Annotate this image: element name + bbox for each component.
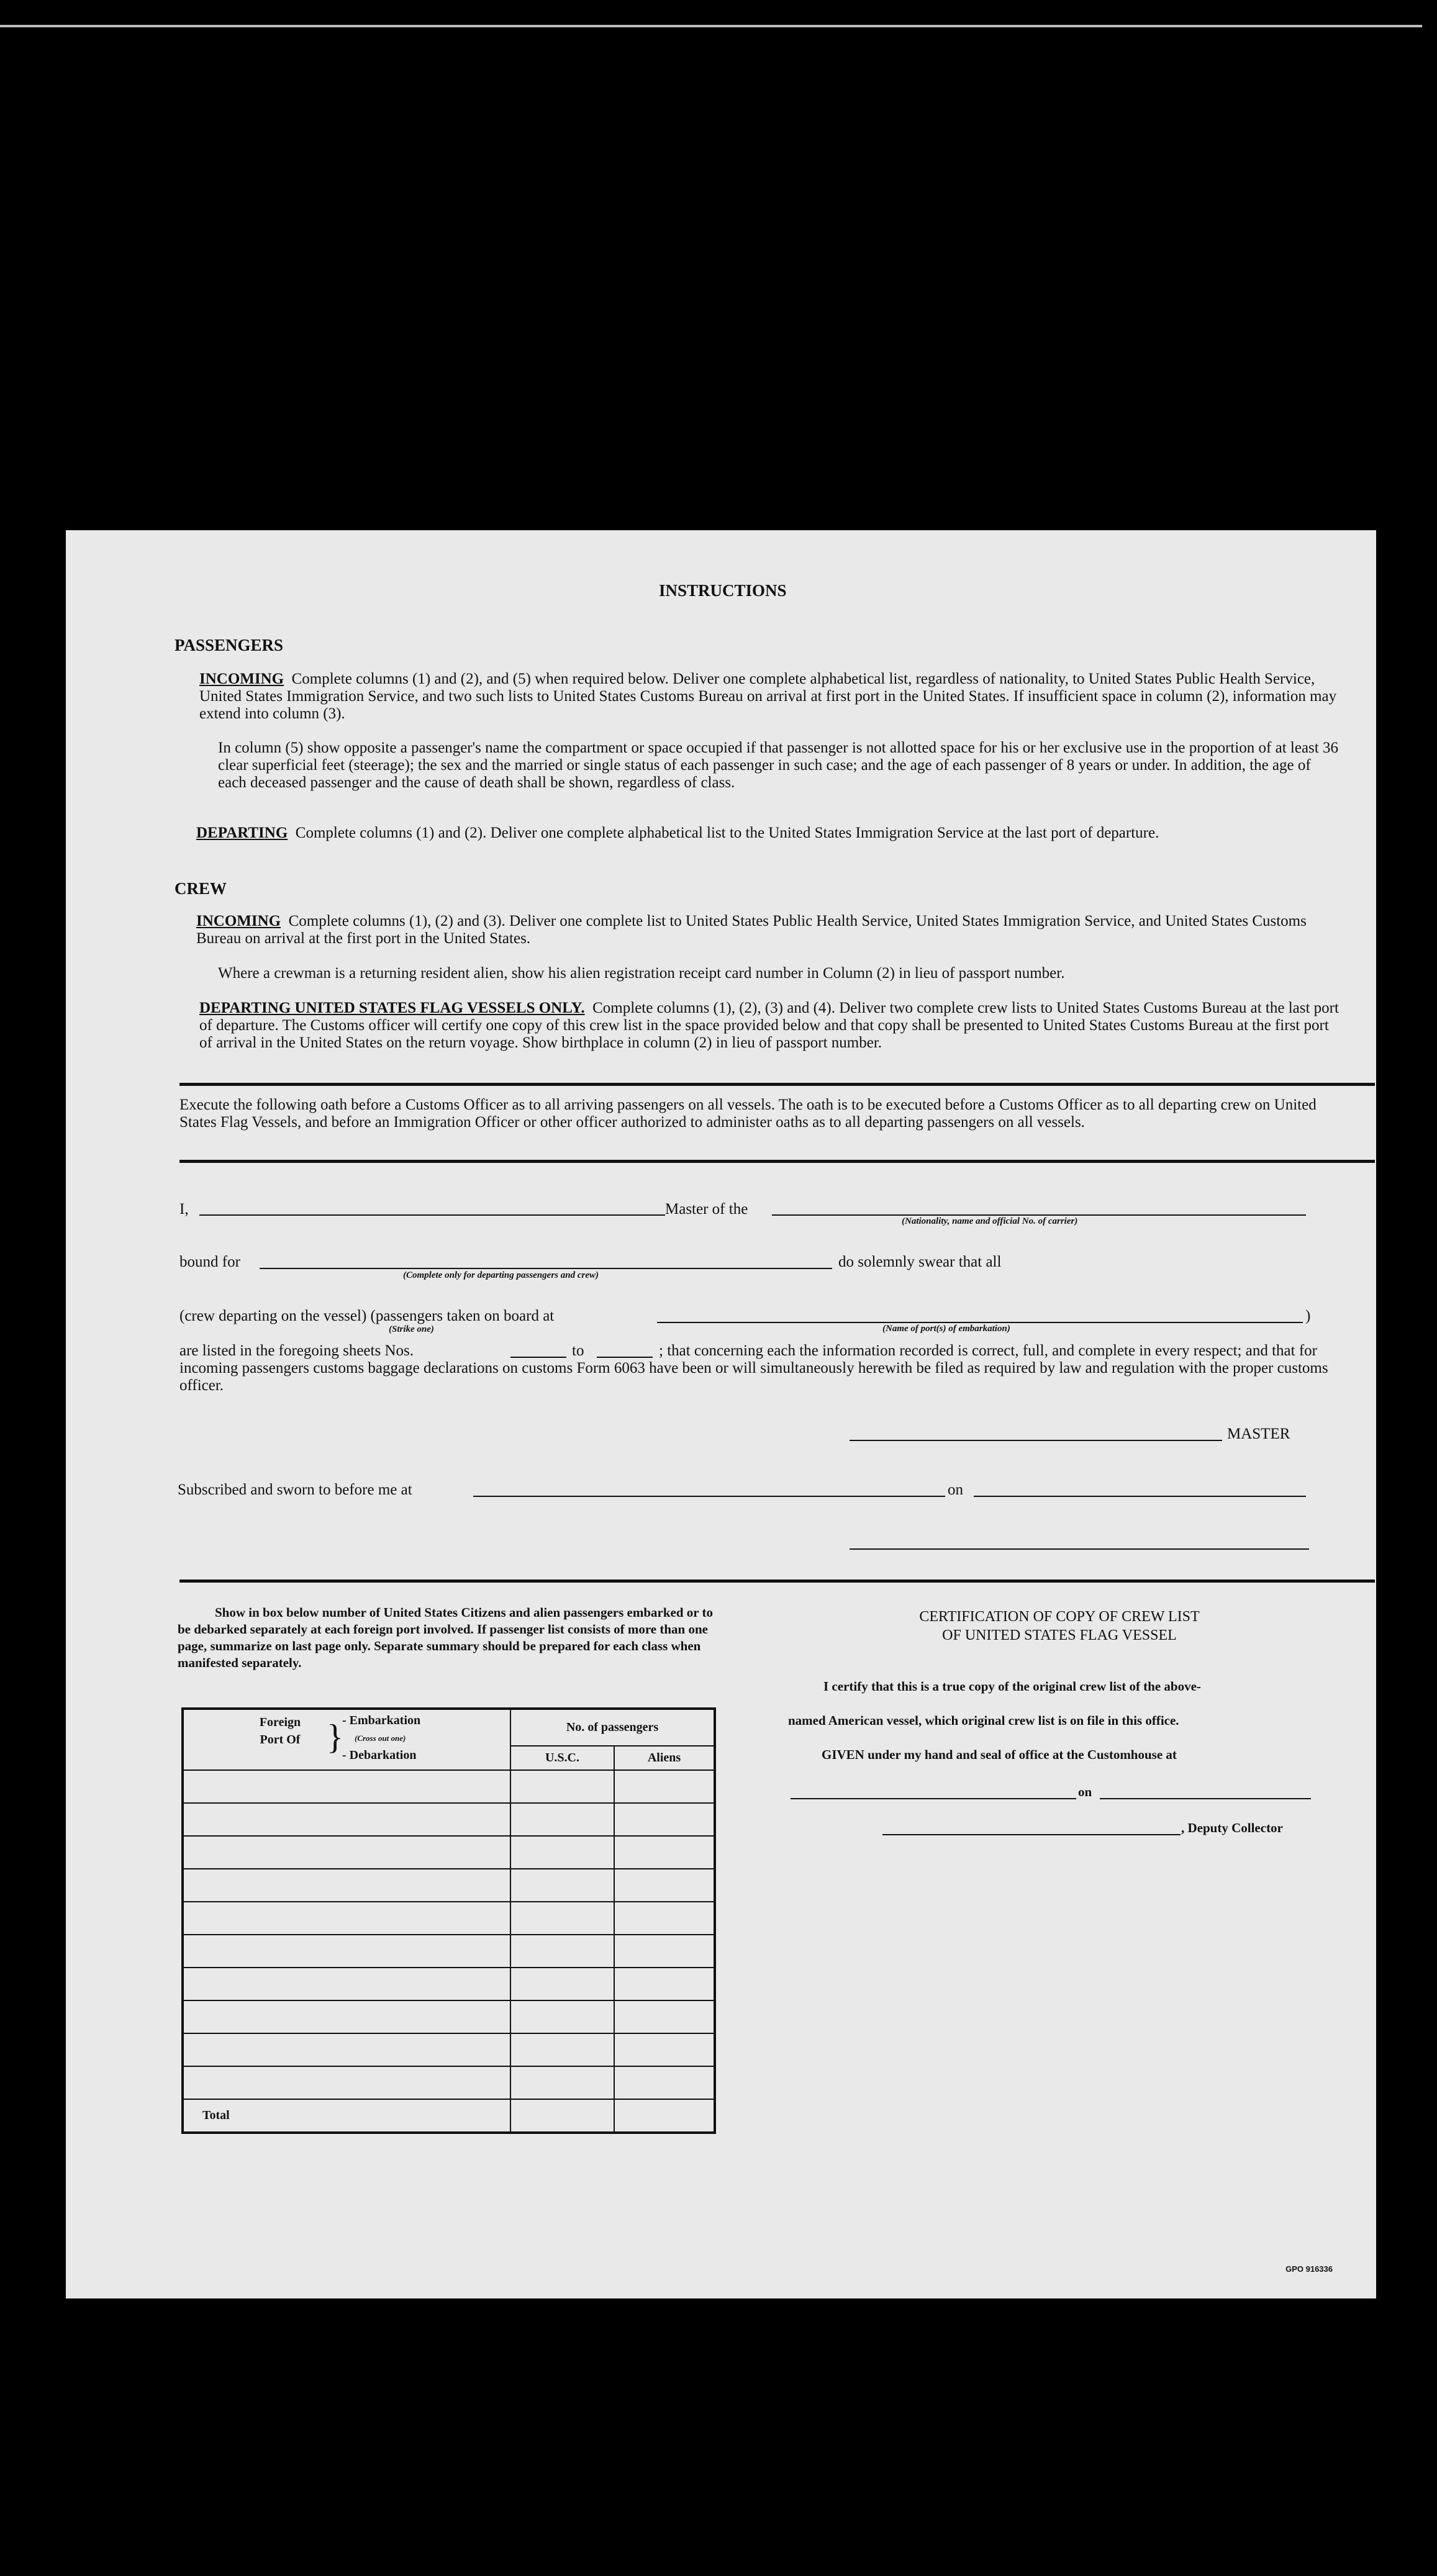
port-cell[interactable] — [183, 1803, 510, 1836]
divider-2 — [179, 1160, 1375, 1163]
carrier-field[interactable] — [772, 1214, 1306, 1216]
form-page — [66, 530, 1376, 2298]
usc-cell[interactable] — [510, 1935, 614, 1968]
oath-i-label: I, — [179, 1201, 189, 1218]
port-embarkation-field[interactable] — [657, 1322, 1303, 1323]
port-header-cell — [183, 1709, 510, 1770]
crew-departing-label-oath: (crew departing on the vessel) (passengers taken on board at — [179, 1308, 555, 1324]
table-row — [183, 2000, 715, 2033]
embarkation-label: - Embarkation — [342, 1714, 421, 1727]
port-caption: (Name of port(s) of embarkation) — [882, 1324, 1010, 1334]
usc-cell[interactable] — [510, 1803, 614, 1836]
total-aliens-cell[interactable] — [614, 2099, 715, 2133]
port-cell[interactable] — [183, 1902, 510, 1935]
usc-cell[interactable] — [510, 2000, 614, 2033]
port-cell[interactable] — [183, 1935, 510, 1968]
bound-for-caption: (Complete only for departing passengers and crew) — [403, 1270, 599, 1280]
passengers-incoming — [199, 671, 1342, 723]
close-paren: ) — [1305, 1308, 1311, 1324]
table-row — [183, 1968, 715, 2000]
subscribed-on-label: on — [948, 1481, 963, 1498]
table-row — [183, 1803, 715, 1836]
total-usc-cell[interactable] — [510, 2099, 614, 2133]
passenger-summary-table — [181, 1707, 716, 2134]
subscribed-date-field[interactable] — [974, 1496, 1306, 1497]
aliens-cell[interactable] — [614, 1935, 715, 1968]
crew-departing — [199, 1000, 1342, 1052]
aliens-cell[interactable] — [614, 1803, 715, 1836]
usc-cell[interactable] — [510, 2033, 614, 2066]
passengers-column5-text: In column (5) show opposite a passenger's name the compartment or space occupied if that passenger is not allotted space for his or her exclusive use in the proportion of at least 36 clear superficial feet (steerage); the sex and the married or single status of each passenger in such case; and the age of each passenger of 8 years or under. In addition, the age of each deceased passenger and the cause of death shall be shown, regardless of class. — [218, 739, 1338, 791]
port-cell[interactable] — [183, 2066, 510, 2099]
master-of-label: Master of the — [665, 1201, 748, 1218]
aliens-cell[interactable] — [614, 1836, 715, 1869]
certification-title-line1: CERTIFICATION OF COPY OF CREW LIST — [919, 1609, 1200, 1625]
port-cell[interactable] — [183, 2000, 510, 2033]
subscribed-place-field[interactable] — [473, 1496, 945, 1497]
passengers-incoming-text: Complete columns (1) and (2), and (5) when required below. Deliver one complete alphabetical list, regardless of nationality, to United States Public Health Service, United States Immigration Service, and two such lists to United States Customs Bureau on arrival at first port in the United States. If insufficient space in column (2), information may extend into column (3). — [199, 671, 1337, 722]
passengers-departing-label: DEPARTING — [196, 825, 288, 841]
page-title: INSTRUCTIONS — [659, 581, 787, 600]
subscribed-label: Subscribed and sworn to before me at — [178, 1481, 412, 1498]
usc-cell[interactable] — [510, 1869, 614, 1902]
crew-incoming-label: INCOMING — [196, 913, 281, 929]
listed-rest-text: ; that concerning each the information recorded is correct, full, and complete in every respect; and that for incoming passengers customs baggage declarations on customs Form 6063 have been or will simultaneously herewith be filed as required by law and regulation with the proper customs officer. — [179, 1342, 1328, 1394]
aliens-cell[interactable] — [614, 1770, 715, 1803]
aliens-cell[interactable] — [614, 2033, 715, 2066]
customhouse-field[interactable] — [791, 1798, 1076, 1799]
port-cell[interactable] — [183, 1836, 510, 1869]
passengers-departing — [196, 825, 1342, 842]
debarkation-label: - Debarkation — [342, 1748, 417, 1762]
total-row — [183, 2099, 715, 2133]
certification-line3: GIVEN under my hand and seal of office at the Customhouse at — [822, 1747, 1177, 1762]
total-label: Total — [183, 2099, 510, 2133]
master-signature-field[interactable] — [850, 1440, 1222, 1441]
swear-label: do solemnly swear that all — [838, 1254, 1002, 1270]
passengers-heading: PASSENGERS — [175, 636, 284, 654]
master-label: MASTER — [1227, 1426, 1290, 1442]
usc-cell[interactable] — [510, 1968, 614, 2000]
certification-line1: I certify that this is a true copy of the original crew list of the above- — [823, 1679, 1201, 1694]
listed-in-label: are listed in the foregoing sheets Nos. — [179, 1342, 414, 1359]
certification-date-field[interactable] — [1100, 1798, 1311, 1799]
crew-incoming-text: Complete columns (1), (2) and (3). Deliver one complete list to United States Public Health Service, United States Immigration Service, and United States Customs Bureau on arrival at the first port in the United States. — [196, 913, 1307, 947]
strike-one-caption: (Strike one) — [389, 1324, 434, 1334]
deputy-signature-field[interactable] — [882, 1834, 1181, 1835]
master-name-field[interactable] — [199, 1214, 665, 1216]
no-passengers-header: No. of passengers — [510, 1709, 715, 1746]
aliens-cell[interactable] — [614, 1968, 715, 2000]
usc-cell[interactable] — [510, 1902, 614, 1935]
aliens-header: Aliens — [614, 1746, 715, 1770]
aliens-cell[interactable] — [614, 1869, 715, 1902]
gpo-footer: GPO 916336 — [1285, 2264, 1333, 2274]
nationality-caption: (Nationality, name and official No. of carrier) — [902, 1216, 1078, 1226]
brace-icon: } — [327, 1718, 343, 1756]
foreign-port-label: Foreign Port Of — [259, 1715, 301, 1747]
table-row — [183, 2066, 715, 2099]
divider-3 — [179, 1579, 1375, 1583]
oath-intro: Execute the following oath before a Customs Officer as to all arriving passengers on all vessels. The oath is to be executed before a Customs Officer as to all departing crew on United States Flag Vessels, and before an Immigration Officer or other officer authorized to administer oaths as to all departing passengers on all vessels. — [179, 1096, 1317, 1131]
usc-header: U.S.C. — [510, 1746, 614, 1770]
top-rule — [0, 25, 1422, 27]
usc-cell[interactable] — [510, 1836, 614, 1869]
table-row — [183, 1902, 715, 1935]
port-cell[interactable] — [183, 2033, 510, 2066]
crew-departing-text: Complete columns (1), (2), (3) and (4). Deliver two complete crew lists to United States Customs Bureau at the last port of departure. The Customs officer will certify one copy of this crew list in the space provided below and that copy shall be presented to United States Customs Bureau at the first port of arrival in the United States on the return voyage. Show birthplace in column (2) in lieu of passport number. — [199, 1000, 1339, 1051]
table-row — [183, 1836, 715, 1869]
certification-title-line2: OF UNITED STATES FLAG VESSEL — [942, 1627, 1177, 1643]
divider-1 — [179, 1083, 1375, 1086]
table-row — [183, 1770, 715, 1803]
cross-out-label: (Cross out one) — [355, 1733, 406, 1743]
crew-incoming — [196, 913, 1342, 947]
port-cell[interactable] — [183, 1770, 510, 1803]
port-cell[interactable] — [183, 1968, 510, 2000]
crew-heading: CREW — [175, 879, 227, 898]
crew-alien-text: Where a crewman is a returning resident alien, show his alien registration receipt card number in Column (2) in lieu of passport number. — [218, 965, 1065, 982]
deputy-collector-label: , Deputy Collector — [1181, 1820, 1283, 1835]
port-cell[interactable] — [183, 1869, 510, 1902]
table-row — [183, 1869, 715, 1902]
to-label: to — [572, 1342, 584, 1359]
bound-for-label: bound for — [179, 1254, 240, 1270]
crew-departing-label: DEPARTING UNITED STATES FLAG VESSELS ONLY. — [199, 1000, 585, 1016]
certification-on-label: on — [1078, 1784, 1092, 1799]
aliens-cell[interactable] — [614, 2066, 715, 2099]
aliens-cell[interactable] — [614, 2000, 715, 2033]
table-row — [183, 1935, 715, 1968]
passengers-departing-text: Complete columns (1) and (2). Deliver one complete alphabetical list to the United States Immigration Service at the last port of departure. — [295, 825, 1159, 841]
passengers-incoming-label: INCOMING — [199, 671, 284, 687]
bound-for-field[interactable] — [260, 1268, 832, 1269]
table-row — [183, 2033, 715, 2066]
certification-line2: named American vessel, which original crew list is on file in this office. — [788, 1713, 1179, 1728]
summary-text: Show in box below number of United States Citizens and alien passengers embarked or to be debarked separately at each foreign port involved. If passenger list consists of more than one page, summarize on last page only. Separate summary should be prepared for each class when manifested separately. — [178, 1605, 713, 1670]
usc-cell[interactable] — [510, 1770, 614, 1803]
aliens-cell[interactable] — [614, 1902, 715, 1935]
usc-cell[interactable] — [510, 2066, 614, 2099]
certification-title — [780, 1607, 1339, 1645]
officer-signature-field[interactable] — [850, 1548, 1309, 1550]
